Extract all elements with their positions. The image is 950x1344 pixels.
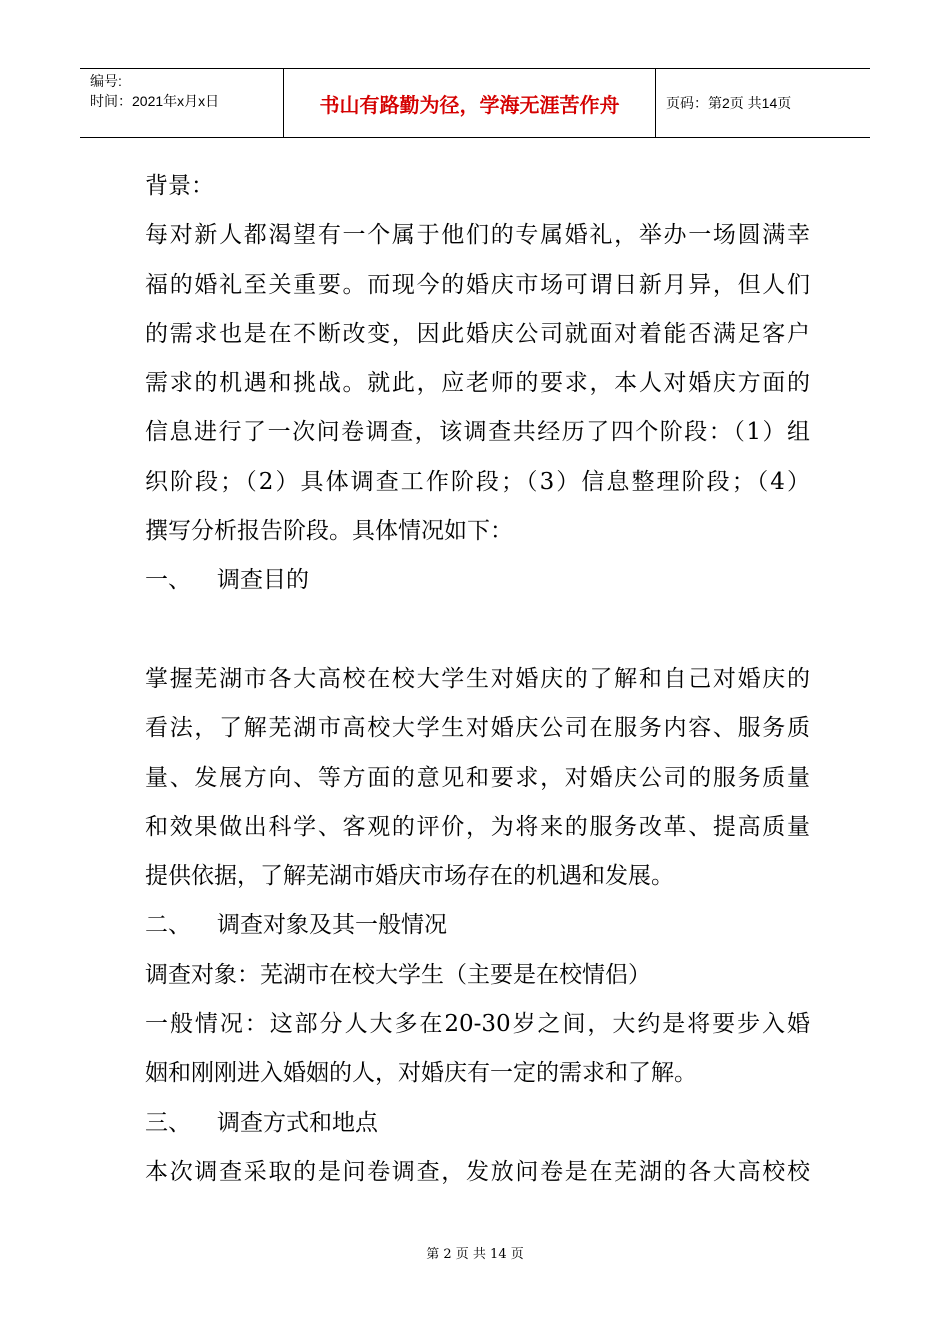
section-heading-1 — [145, 556, 810, 605]
paragraph-line: 调查对象：芜湖市在校大学生（主要是在校情侣） — [145, 961, 651, 988]
paragraph-line: 本次调查采取的是问卷调查，发放问卷是在芜湖的各大高校校 — [145, 1158, 810, 1185]
document-date: 时间：2021年x月x日 — [90, 93, 220, 109]
paragraph-line: 提供依据，了解芜湖市婚庆市场存在的机遇和发展。 — [145, 863, 674, 890]
paragraph-line: 的需求也是在不断改变，因此婚庆公司就面对着能否满足客户 — [145, 320, 810, 347]
document-body — [145, 162, 810, 1197]
paragraph-line: 信息进行了一次问卷调查，该调查共经历了四个阶段：（1）组 — [145, 419, 810, 446]
section-number: 一、 — [145, 567, 191, 594]
paragraph-line: 量、发展方向、等方面的意见和要求，对婚庆公司的服务质量 — [145, 764, 810, 791]
paragraph-line: 姻和刚刚进入婚姻的人，对婚庆有一定的需求和了解。 — [145, 1060, 697, 1087]
section-number: 三、 — [145, 1109, 191, 1136]
page-footer: 第 2 页 共 14 页 — [426, 1247, 524, 1262]
header-meta — [80, 69, 283, 137]
section-number: 二、 — [145, 912, 191, 939]
paragraph-line: 掌握芜湖市各大高校在校大学生对婚庆的了解和自己对婚庆的 — [145, 665, 810, 692]
paragraph-line: 一般情况：这部分人大多在20-30岁之间，大约是将要步入婚 — [145, 1011, 810, 1038]
section-heading-2 — [145, 901, 810, 950]
section-title: 调查对象及其一般情况 — [217, 912, 447, 939]
header-page-info: 页码：第2页 共14页 — [666, 95, 792, 111]
paragraph-line: 每对新人都渴望有一个属于他们的专属婚礼，举办一场圆满幸 — [145, 222, 810, 249]
paragraph-line: 织阶段；（2）具体调查工作阶段；（3）信息整理阶段；（4） — [145, 468, 810, 495]
paragraph-line: 看法，了解芜湖市高校大学生对婚庆公司在服务内容、服务质 — [145, 715, 810, 742]
header-motto: 书山有路勤为径，学海无涯苦作舟 — [283, 69, 656, 137]
paragraph-line: 撰写分析报告阶段。具体情况如下： — [145, 518, 513, 545]
blank-line — [145, 606, 810, 655]
section-title: 调查方式和地点 — [217, 1109, 378, 1136]
page-header — [80, 68, 870, 138]
paragraph-line: 需求的机遇和挑战。就此，应老师的要求，本人对婚庆方面的 — [145, 370, 810, 397]
paragraph-line: 福的婚礼至关重要。而现今的婚庆市场可谓日新月异，但人们 — [145, 271, 810, 298]
section-heading-3 — [145, 1099, 810, 1148]
paragraph-line: 和效果做出科学、客观的评价，为将来的服务改革、提高质量 — [145, 813, 810, 840]
background-heading: 背景： — [145, 173, 214, 199]
section-title: 调查目的 — [217, 567, 309, 594]
document-number-label: 编号: — [90, 73, 122, 89]
